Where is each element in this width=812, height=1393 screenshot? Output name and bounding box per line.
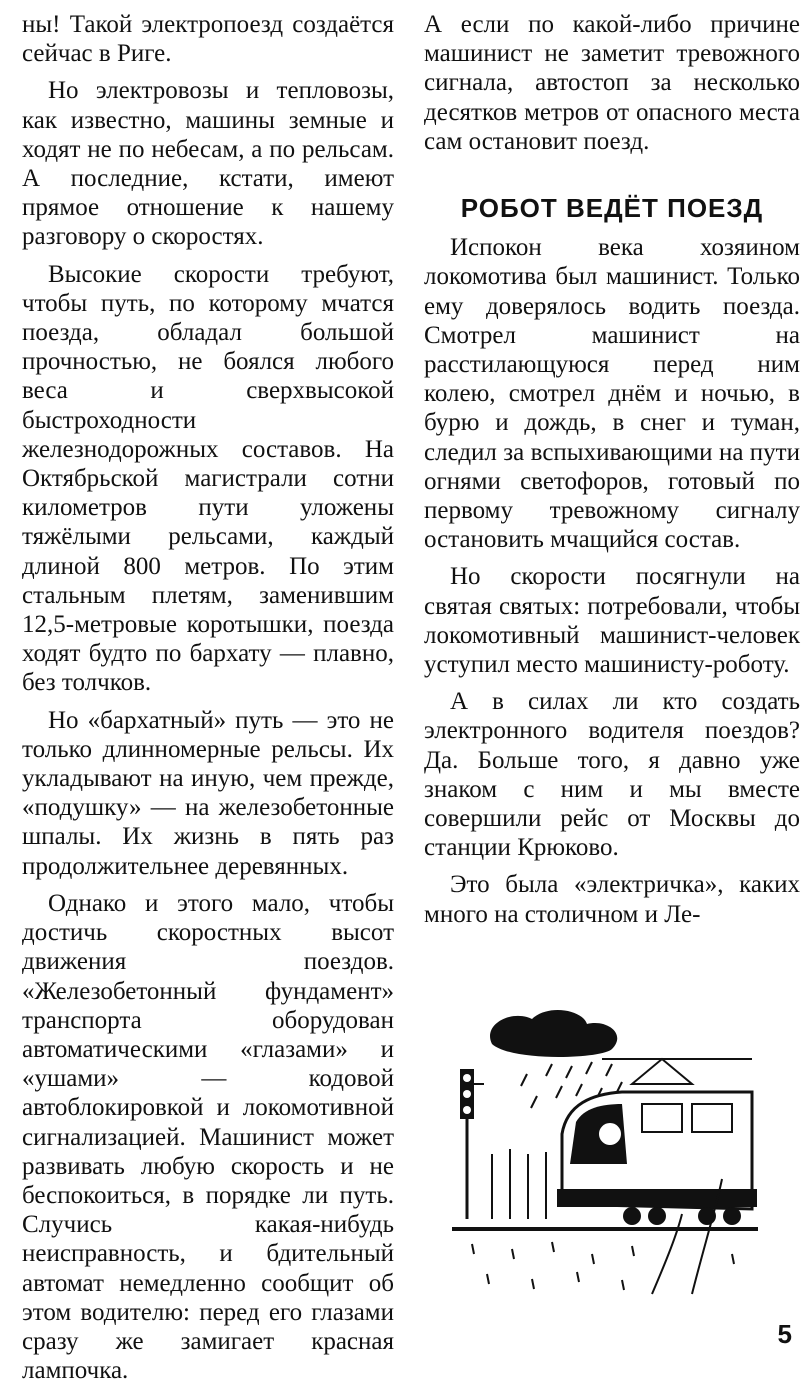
train-icon xyxy=(557,1092,757,1225)
paragraph: Но «бархатный» путь — это не только длинномерные рельсы. Их укладывают на иную, чем прежде, «подушку» — на железобетонные шпалы. Их жизнь в пять раз продолжительнее деревянных. xyxy=(22,706,394,880)
cloud-icon xyxy=(490,1010,617,1057)
paragraph: Однако и этого мало, чтобы достичь скоростных высот движения поездов. «Железобетонный фундамент» транспорта оборудован автоматическими «глазами» и «ушами» — кодовой автоблокировкой и локомотивной сигнализацией. Машинист может развивать любую скорость и не беспокоиться, в порядке ли путь. Случись какая-нибудь неисправность, и бдительный автомат немедленно сообщит об этом водителю: перед его глазами сразу же замигает красная лампочка. xyxy=(22,889,394,1385)
paragraph: Но электровозы и тепловозы, как известно, машины земные и ходят не по небесам, а по рельсам. А последние, кстати, имеют прямое отношение к нашему разговору о скоростях. xyxy=(22,77,394,251)
signal-light-icon xyxy=(460,1069,484,1219)
paragraph: ны! Такой электропоезд создаётся сейчас в Риге. xyxy=(22,11,394,68)
paragraph: А в силах ли кто создать электронного водителя поездов? Да. Больше того, я давно уже знаком с ним и мы вместе совершили рейс от Москвы до станции Крюково. xyxy=(424,688,800,862)
section-heading: РОБОТ ВЕДЁТ ПОЕЗД xyxy=(460,193,764,224)
paragraph: Высокие скорости требуют, чтобы путь, по которому мчатся поезда, обладал большой прочностью, не боялся любого веса и сверхвысокой быстроходности железнодорожных составов. На Октябрьской магистрали сотни километров пути уложены тяжёлыми рельсами, каждый длиной 800 метров. По этим стальным плетям, заменившим 12,5-метровые коротышки, поезда ходят будто по бархату — плавно, без толчков. xyxy=(22,260,394,697)
page-number: 5 xyxy=(777,1319,792,1349)
paragraph: А если по какой-либо причине машинист не заметит тревожного сигнала, автостоп за несколько десятков метров от опасного места сам остановит поезд. xyxy=(424,11,800,155)
right-column xyxy=(424,10,800,937)
train-in-rain-illustration xyxy=(452,1004,758,1304)
left-column xyxy=(22,10,394,1393)
paragraph: Но скорости посягнули на святая святых: потребовали, чтобы локомотивный машинист-человек уступил место машинисту-роботу. xyxy=(424,563,800,679)
paragraph: Испокон века хозяином локомотива был машинист. Только ему доверялось водить поезда. Смотрел машинист на расстилающуюся перед ним колею, смотрел днём и ночью, в бурю и дождь, в снег и туман, следил за вспыхивающими на пути огнями светофоров, готовый по первому тревожному сигналу остановить мчащийся состав. xyxy=(424,234,800,554)
paragraph: Это была «электричка», каких много на столичном и Ле- xyxy=(424,871,800,928)
